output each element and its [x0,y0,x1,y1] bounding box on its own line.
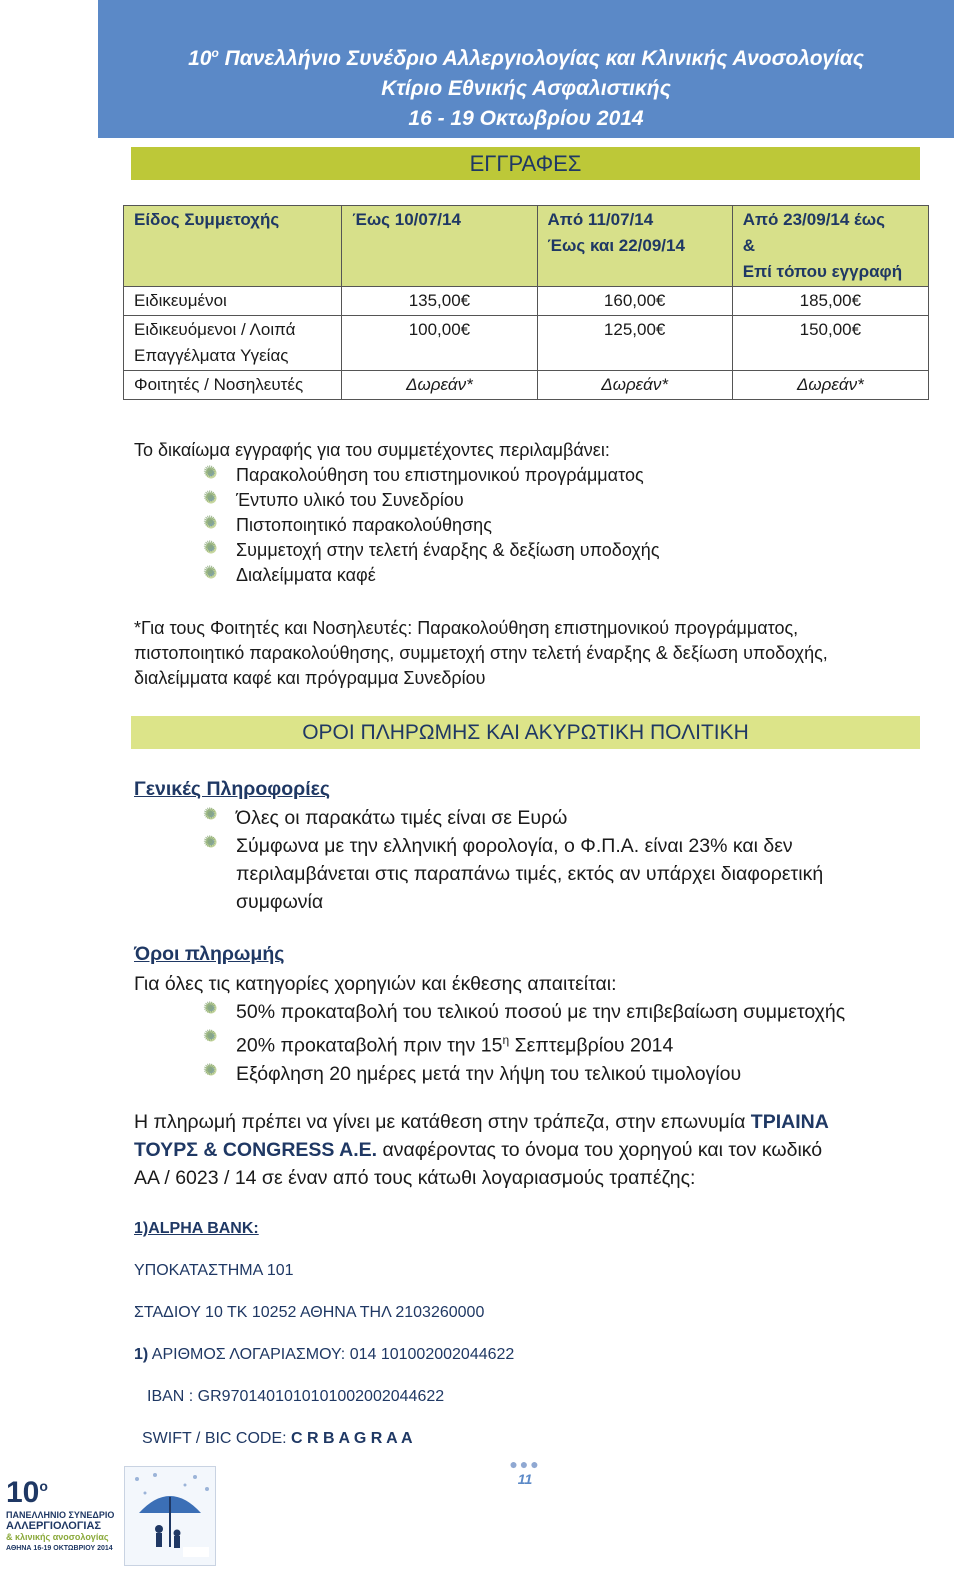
conference-dates: 16 - 19 Οκτωβρίου 2014 [408,107,644,130]
price-cell: 125,00€ [537,316,732,371]
price-cell: 100,00€ [342,316,537,371]
payment-terms-heading: Όροι πληρωμής [134,943,285,965]
bullet-icon [204,541,218,555]
bullet-icon [204,566,218,580]
list-item: ✺ Όλες οι παρακάτω τιμές είναι σε Ευρώ [204,804,894,832]
list-item: ✺ Έντυπο υλικό του Συνεδρίου [204,488,660,513]
table-header-row [124,206,929,287]
table-row [124,371,929,400]
bullet-icon [204,835,218,849]
bank-swift: SWIFT / BIC CODE: C R B A G R A A [142,1430,413,1447]
bullet-icon [204,491,218,505]
table-row [124,287,929,316]
list-item: ✺ Σύμφωνα με την ελληνική φορολογία, ο Φ.Π.Α. είναι 23% και δεν περιλαμβάνεται στις παραπάνω τιμές, εκτός αν υπάρχει διαφορετική συμφωνία [204,832,894,916]
bank-account: 1) ΑΡΙΘΜΟΣ ΛΟΓΑΡΙΑΣΜΟΥ: 014 101002002044622 [134,1346,515,1363]
bank-branch: ΥΠΟΚΑΤΑΣΤΗΜΑ 101 [134,1262,294,1279]
bullet-icon [204,1063,218,1077]
bank-instructions: Η πληρωμή πρέπει να γίνει με κατάθεση στην τράπεζα, στην επωνυμία ΤΡΙΑΙΝΑ ΤΟΥΡΣ & CONGRESS A.E. αναφέροντας το όνομα του χορηγού και τον κωδικό ΑΑ / 6023 / 14 σε έναν από τους κάτωθι λογαριασμούς τραπέζης: [134,1111,829,1189]
general-info-list [204,804,894,916]
price-cell: Δωρεάν* [342,371,537,400]
list-item: ✺ Πιστοποιητικό παρακολούθησης [204,513,660,538]
payment-banner: ΟΡΟΙ ΠΛΗΡΩΜΗΣ ΚΑΙ ΑΚΥΡΩΤΙΚΗ ΠΟΛΙΤΙΚΗ [131,716,920,749]
list-item: ✺ 20% προκαταβολή πριν την $15^\eta$ Σεπτεμβρίου 2014 [204,1026,845,1060]
list-item: ✺ 50% προκαταβολή του τελικού ποσού με την επιβεβαίωση συμμετοχής [204,998,845,1026]
bank-address: ΣΤΑΔΙΟΥ 10 ΤΚ 10252 ΑΘΗΝΑ ΤΗΛ 2103260000 [134,1304,485,1321]
bullet-icon [204,1029,218,1043]
conference-logo: $10^o$ ΠΑΝΕΛΛΗΝΙΟ ΣΥΝΕΔΡΙΟ ΑΛΛΕΡΓΙΟΛΟΓΙΑΣ & κλινικής ανοσολογίας ΑΘΗΝΑ 16-19 ΟΚΤΩΒΡΙΟΥ 2014 [6,1476,115,1552]
dots-ornament: ●●● [509,1456,541,1472]
includes-list [204,463,660,588]
page-number: ●●● 11 [505,1457,545,1487]
bullet-icon [204,1001,218,1015]
bullet-icon [204,516,218,530]
price-cell: 150,00€ [732,316,928,371]
header-cell: Από 11/07/14 Έως και 22/09/14 [537,206,732,287]
conference-title: $10^o$ Πανελλήνιο Συνέδριο Αλλεργιολογίας και Κλινικής Ανοσολογίας [188,46,864,70]
conference-venue: Κτίριο Εθνικής Ασφαλιστικής [381,77,671,100]
header-cell: Έως 10/07/14 [342,206,537,287]
price-cell: 185,00€ [732,287,928,316]
participant-type: Ειδικευμένοι [124,287,342,316]
table-row [124,316,929,371]
price-cell: Δωρεάν* [537,371,732,400]
registration-fees-table [123,205,929,400]
price-cell: 160,00€ [537,287,732,316]
participant-type: Ειδικευόμενοι / Λοιπά Επαγγέλματα Υγείας [124,316,342,371]
bank-name: 1)ALPHA BANK: [134,1220,259,1237]
bullet-icon [204,807,218,821]
students-note: *Για τους Φοιτητές και Νοσηλευτές: Παρακολούθηση επιστημονικού προγράμματος, πιστοποιητικό παρακολούθησης, συμμετοχή στην τελετή έναρξης & δεξίωση υποδοχής, διαλείμματα καφέ και πρόγραμμα Συνεδρίου [134,618,828,688]
bank-iban: IBAN : GR9701401010101002002044622 [147,1388,445,1405]
participant-type: Φοιτητές / Νοσηλευτές [124,371,342,400]
price-cell: Δωρεάν* [732,371,928,400]
includes-intro: Το δικαίωμα εγγραφής για του συμμετέχοντες περιλαμβάνει: [134,440,610,460]
bullet-icon [204,466,218,480]
list-item: ✺ Παρακολούθηση του επιστημονικού προγράμματος [204,463,660,488]
list-item: ✺ Εξόφληση 20 ημέρες μετά την λήψη του τελικού τιμολογίου [204,1060,845,1088]
registration-banner: ΕΓΓΡΑΦΕΣ [131,147,920,180]
umbrella-icon [125,1467,215,1565]
list-item: ✺ Διαλείμματα καφέ [204,563,660,588]
page-header [98,0,954,138]
general-info-heading: Γενικές Πληροφορίες [134,778,331,800]
payment-terms-list [204,998,845,1088]
header-cell: Είδος Συμμετοχής [124,206,342,287]
list-item: ✺ Συμμετοχή στην τελετή έναρξης & δεξίωση υποδοχής [204,538,660,563]
price-cell: 135,00€ [342,287,537,316]
umbrella-illustration [124,1466,216,1566]
payment-terms-intro: Για όλες τις κατηγορίες χορηγιών και έκθεσης απαιτείται: [134,973,617,995]
header-cell: Από 23/09/14 έως & Επί τόπου εγγραφή [732,206,928,287]
